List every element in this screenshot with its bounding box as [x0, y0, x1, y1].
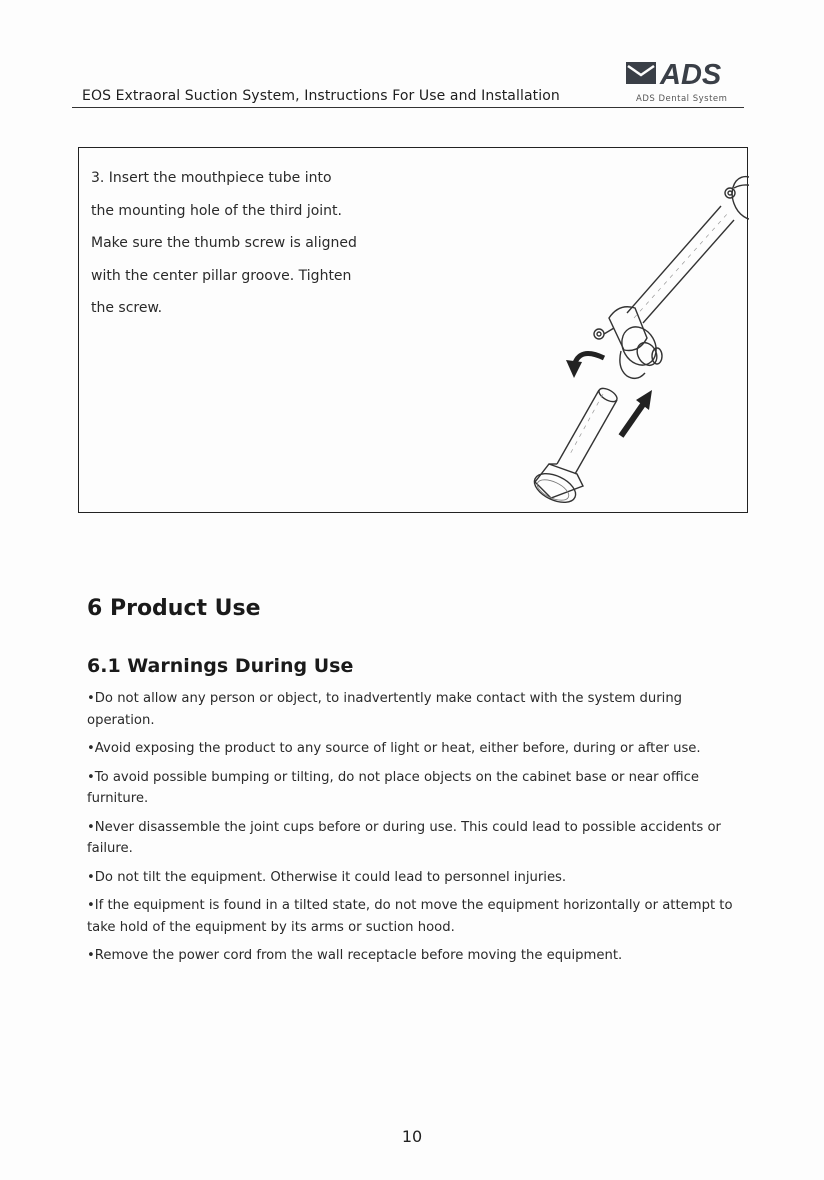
warning-item: •Never disassemble the joint cups before or during use. This could lead to possible accidents or failure. [87, 819, 721, 856]
step-line: Make sure the thumb screw is aligned [91, 235, 357, 251]
warning-item: •Do not allow any person or object, to inadvertently make contact with the system during operation. [87, 691, 683, 728]
warning-item: •Do not tilt the equipment. Otherwise it could lead to personnel injuries. [87, 869, 567, 885]
upper-arm-tube [627, 206, 734, 323]
page-number: 10 [401, 1127, 423, 1146]
warnings-list [87, 688, 742, 974]
step-line: with the center pillar groove. Tighten [91, 267, 352, 284]
step-line: the screw. [91, 300, 163, 316]
step-line: 3. Insert the mouthpiece tube into [91, 170, 332, 186]
insertion-arrow-icon [621, 390, 652, 436]
warning-item: •If the equipment is found in a tilted state, do not move the equipment horizontally or attempt to take hold of the equipment by its arms or suction hood. [87, 898, 733, 935]
logo-wordmark: ADS [660, 59, 722, 90]
subsection-title: 6.1 Warnings During Use [87, 655, 354, 677]
warning-item: •Avoid exposing the product to any source of light or heat, either before, during or after use. [87, 741, 701, 756]
header-rule [72, 107, 744, 108]
step-3-instructions [91, 162, 391, 325]
ads-logo [624, 56, 744, 90]
step-3-box [78, 147, 748, 513]
suction-hood [530, 464, 583, 508]
document-header-title: EOS Extraoral Suction System, Instructions For Use and Installation [82, 88, 560, 104]
step-line: the mounting hole of the third joint. [91, 202, 342, 219]
warning-item: •Remove the power cord from the wall receptacle before moving the equipment. [87, 948, 623, 963]
logo-mark [626, 62, 656, 84]
third-joint [594, 307, 663, 379]
warning-item: •To avoid possible bumping or tilting, do not place objects on the cabinet base or near office furniture. [87, 769, 699, 806]
mouthpiece-installation-illustration [449, 168, 749, 513]
section-title: 6 Product Use [87, 596, 261, 621]
mouthpiece-tube [549, 386, 619, 474]
top-joint [725, 172, 749, 232]
logo-subtitle: ADS Dental System [636, 94, 728, 104]
rotation-arrow-icon [566, 354, 604, 379]
